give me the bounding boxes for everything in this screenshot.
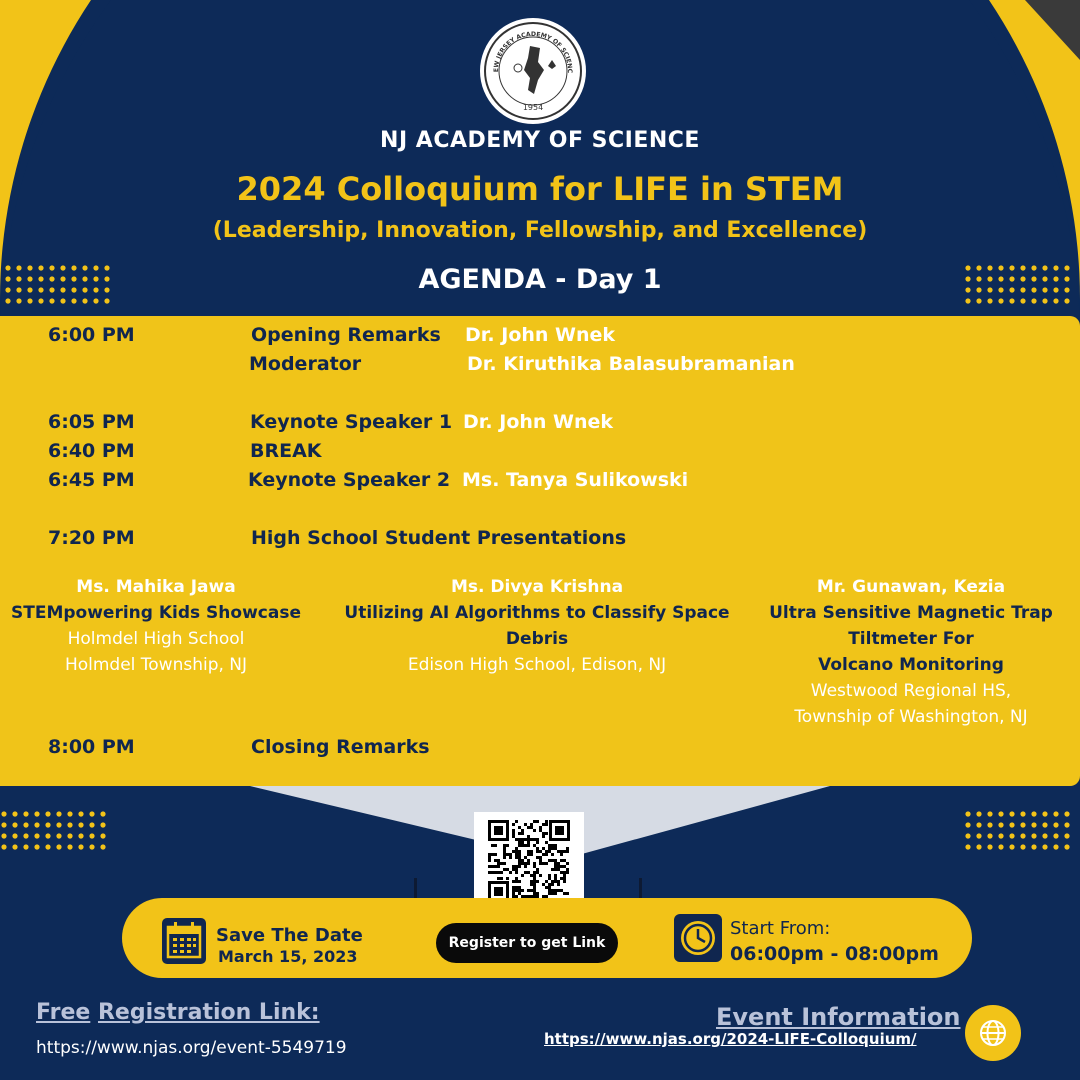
start-time-label: Start From: xyxy=(730,918,831,939)
presenter-location: Holmdel Township, NJ xyxy=(64,655,248,675)
organization-name: NJ ACADEMY OF SCIENCE xyxy=(380,128,700,153)
agenda-item: High School Student Presentations xyxy=(251,527,627,549)
presenter-name: Ms. Mahika Jawa xyxy=(76,577,236,597)
agenda-time: 6:45 PM xyxy=(48,469,135,491)
agenda-item: Keynote Speaker 1 xyxy=(250,411,453,433)
agenda-panel xyxy=(0,316,1080,786)
globe-icon[interactable] xyxy=(965,1005,1021,1061)
presenter-name: Ms. Divya Krishna xyxy=(450,577,624,597)
event-information-label: Event Information xyxy=(716,1003,961,1031)
presentation-title: Utilizing AI Algorithms to Classify Space Debris xyxy=(344,603,730,649)
presentation-card xyxy=(0,574,312,678)
calendar-icon xyxy=(162,918,206,964)
clock-icon xyxy=(674,914,722,962)
agenda-speaker: Dr. John Wnek xyxy=(463,411,614,433)
presentation-card xyxy=(312,574,762,678)
agenda-heading: AGENDA - Day 1 xyxy=(418,264,662,295)
atom-icon xyxy=(514,64,522,72)
agenda-item: Moderator xyxy=(249,353,362,375)
svg-text:NEW JERSEY ACADEMY OF SCIENCE: EW JERSEY ACADEMY OF SCIENC xyxy=(492,30,574,74)
registration-url[interactable]: https://www.njas.org/event-5549719 xyxy=(36,1038,347,1058)
agenda-item: BREAK xyxy=(250,440,322,462)
seal-logo xyxy=(480,18,586,124)
agenda-speaker: Ms. Tanya Sulikowski xyxy=(462,469,689,491)
agenda-time: 7:20 PM xyxy=(48,527,135,549)
presenter-name: Mr. Gunawan, Kezia xyxy=(816,577,1006,597)
register-button[interactable]: Register to get Link xyxy=(436,923,618,963)
presentation-title: Volcano Monitoring xyxy=(818,655,1004,675)
agenda-item: Keynote Speaker 2 xyxy=(248,469,451,491)
agenda-time: 8:00 PM xyxy=(48,736,135,758)
presentation-title: Ultra Sensitive Magnetic Trap xyxy=(769,603,1053,623)
agenda-time: 6:00 PM xyxy=(48,324,135,346)
svg-text:1954: 1954 xyxy=(522,103,544,112)
presentation-title: STEMpowering Kids Showcase xyxy=(11,603,301,623)
agenda-speaker: Dr. Kiruthika Balasubramanian xyxy=(467,353,795,375)
agenda-item: Closing Remarks xyxy=(251,736,430,758)
free-word: Free xyxy=(36,1000,91,1025)
presenter-location: Township of Washington, NJ xyxy=(794,707,1028,727)
agenda-time: 6:40 PM xyxy=(48,440,135,462)
leaf-icon xyxy=(548,60,556,69)
new-jersey-map-icon xyxy=(524,46,544,94)
event-subtitle: (Leadership, Innovation, Fellowship, and Excellence) xyxy=(212,218,868,243)
agenda-time: 6:05 PM xyxy=(48,411,135,433)
free-registration-label xyxy=(36,1000,320,1025)
presentation-title: Tiltmeter For xyxy=(848,629,974,649)
start-time-value: 06:00pm - 08:00pm xyxy=(730,943,939,965)
qr-pattern xyxy=(488,820,570,902)
agenda-item: Opening Remarks xyxy=(251,324,441,346)
presenter-school: Edison High School, Edison, NJ xyxy=(407,655,667,675)
registration-link-label: Registration Link: xyxy=(97,1000,320,1025)
presenter-school: Westwood Regional HS, xyxy=(810,681,1012,701)
presentation-card xyxy=(766,574,1056,730)
presenter-school: Holmdel High School xyxy=(67,629,245,649)
event-title: 2024 Colloquium for LIFE in STEM xyxy=(236,170,844,208)
event-date: March 15, 2023 xyxy=(218,947,358,966)
save-the-date-label: Save The Date xyxy=(216,925,363,946)
agenda-speaker: Dr. John Wnek xyxy=(465,324,616,346)
event-url-link[interactable]: https://www.njas.org/2024-LIFE-Colloquium/ xyxy=(544,1030,917,1048)
